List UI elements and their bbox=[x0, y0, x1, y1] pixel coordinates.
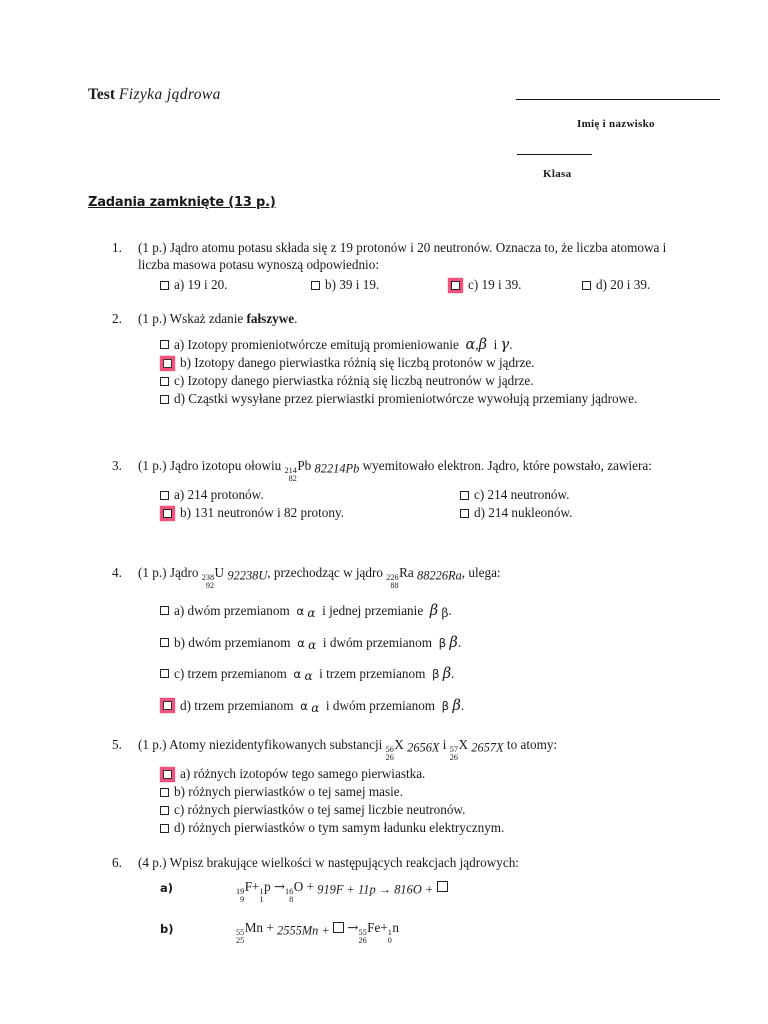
nuclide-symbol: Ra bbox=[399, 565, 414, 580]
checkbox-icon-highlighted[interactable] bbox=[163, 359, 172, 368]
question-4 bbox=[112, 565, 672, 717]
nuclide-math-inline-x56: 2656X bbox=[407, 740, 440, 755]
option-4d-text1: trzem przemianom bbox=[194, 697, 294, 713]
gamma-symbol: γ bbox=[500, 336, 510, 353]
nuclide-atomic-number: 26 bbox=[449, 752, 458, 762]
question-4-text-mid: , przechodząc w jądro bbox=[267, 565, 383, 580]
beta-symbol-math: β bbox=[452, 697, 461, 714]
option-1d-letter: d) bbox=[596, 276, 607, 292]
nuclide-atomic-number: 8 bbox=[289, 894, 294, 904]
class-field-rule[interactable] bbox=[517, 154, 592, 155]
option-5d[interactable] bbox=[138, 820, 672, 837]
question-1-options bbox=[138, 277, 672, 294]
question-6-number: 6. bbox=[112, 855, 122, 870]
option-5a-letter: a) bbox=[180, 766, 191, 782]
nuclide-x-56 bbox=[386, 737, 404, 762]
option-5b[interactable] bbox=[138, 784, 672, 801]
beta-symbol-plain: β bbox=[431, 667, 440, 682]
option-3d[interactable] bbox=[460, 505, 672, 522]
reaction-a-equation[interactable] bbox=[236, 879, 672, 904]
nuclide-atomic-number: 26 bbox=[358, 936, 367, 946]
option-3d-text: 214 nukleonów. bbox=[488, 505, 573, 521]
option-4b-letter: b) bbox=[174, 634, 185, 650]
beta-symbol: β bbox=[478, 336, 487, 353]
option-2d-letter: d) bbox=[174, 391, 185, 407]
nuclide-mass-number: 55 bbox=[358, 927, 367, 937]
nuclide-mass-number: 16 bbox=[285, 886, 294, 896]
option-2b-letter: b) bbox=[180, 355, 191, 371]
checkbox-icon[interactable] bbox=[160, 824, 169, 833]
nuclide-atomic-number: 9 bbox=[240, 894, 245, 904]
question-4-stem bbox=[138, 565, 672, 590]
reaction-a-math-inline: 919F + 11p → 816O + bbox=[317, 882, 434, 897]
option-2a-text: Izotopy promieniotwórcze emitują promieniowanie bbox=[187, 336, 459, 352]
option-1b[interactable] bbox=[311, 277, 448, 294]
option-1b-letter: b) bbox=[325, 276, 336, 292]
alpha-symbol-math: α bbox=[307, 606, 316, 621]
option-2d-text: Cząstki wysyłane przez pierwiastki promieniotwórcze wywołują przemiany jądrowe. bbox=[188, 391, 638, 407]
option-1a[interactable] bbox=[160, 277, 311, 294]
option-5c-text: różnych pierwiastków o tej samej liczbie neutronów. bbox=[187, 802, 466, 818]
question-5-text-post: to atomy: bbox=[506, 737, 558, 752]
option-5b-text: różnych pierwiastków o tej samej masie. bbox=[188, 784, 403, 800]
option-1c[interactable] bbox=[448, 277, 582, 294]
reaction-a-answer-box[interactable] bbox=[437, 881, 448, 892]
reaction-b-arrow-icon: → bbox=[347, 921, 359, 937]
question-2-number: 2. bbox=[112, 311, 122, 326]
checkbox-icon[interactable] bbox=[160, 281, 169, 290]
checkbox-icon[interactable] bbox=[460, 509, 469, 518]
option-2b-text: Izotopy danego pierwiastka różnią się liczbą protonów w jądrze. bbox=[194, 355, 535, 371]
nuclide-atomic-number: 25 bbox=[236, 936, 245, 946]
nuclide-mass-number: 238 bbox=[201, 572, 215, 582]
nuclide-symbol: n bbox=[392, 920, 399, 936]
reaction-b-math-inline: 2555Mn + bbox=[277, 923, 330, 938]
question-4-text-post: , ulega: bbox=[461, 565, 501, 580]
option-5d-text: różnych pierwiastków o tym samym ładunku elektrycznym. bbox=[188, 820, 505, 835]
nuclide-atomic-number: 82 bbox=[288, 473, 297, 483]
option-4c[interactable] bbox=[138, 665, 672, 685]
option-4c-period: . bbox=[451, 666, 455, 682]
question-5 bbox=[112, 737, 672, 838]
question-2-stem bbox=[138, 311, 672, 328]
option-4c-letter: c) bbox=[174, 666, 185, 682]
checkbox-icon[interactable] bbox=[582, 281, 591, 290]
option-5d-letter: d) bbox=[174, 820, 185, 835]
alpha-symbol-plain: α bbox=[300, 698, 308, 713]
beta-symbol-plain: β bbox=[438, 635, 447, 650]
nuclide-symbol: p bbox=[264, 878, 271, 894]
option-2c[interactable] bbox=[138, 373, 672, 390]
nuclide-math-inline-ra: 88226Ra bbox=[417, 568, 462, 583]
alpha-symbol-math: α bbox=[311, 701, 320, 716]
nuclide-manganese-55 bbox=[236, 920, 263, 945]
section-heading: Zadania zamknięte (13 p.) bbox=[88, 195, 276, 210]
question-6-stem bbox=[138, 855, 672, 872]
option-4a-text1: dwóm przemianom bbox=[187, 603, 290, 619]
question-3-points: (1 p.) bbox=[138, 458, 167, 473]
option-2a-letter: a) bbox=[174, 336, 185, 352]
nuclide-symbol: Mn bbox=[244, 920, 264, 936]
question-2-text-post: . bbox=[294, 311, 298, 326]
reaction-b-plus-1: + bbox=[266, 920, 274, 936]
reaction-b-plus-2: + bbox=[380, 920, 388, 936]
nuclide-symbol: Fe bbox=[367, 920, 381, 936]
option-3a-text: 214 protonów. bbox=[187, 487, 264, 503]
beta-symbol-math: β bbox=[442, 666, 452, 683]
option-3a-letter: a) bbox=[174, 487, 185, 503]
alpha-symbol-plain: α bbox=[296, 604, 305, 619]
nuclide-atomic-number: 1 bbox=[259, 894, 264, 904]
nuclide-mass-number: 1 bbox=[259, 886, 264, 896]
checkbox-icon[interactable] bbox=[460, 491, 469, 500]
option-1a-text: 19 i 20. bbox=[187, 276, 228, 292]
reaction-b-answer-box[interactable] bbox=[333, 922, 344, 933]
question-1-number: 1. bbox=[112, 240, 122, 255]
question-3-text-pre: Jądro izotopu ołowiu bbox=[169, 458, 282, 473]
question-5-text-pre: Atomy niezidentyfikowanych substancji bbox=[169, 737, 383, 752]
checkbox-icon-highlighted[interactable] bbox=[163, 509, 172, 518]
checkbox-icon[interactable] bbox=[160, 377, 169, 386]
option-3b-text: 131 neutronów i 82 protony. bbox=[194, 505, 344, 521]
question-1 bbox=[112, 240, 672, 294]
nuclide-uranium-238 bbox=[202, 565, 224, 590]
nuclide-math-inline-x57: 2657X bbox=[471, 740, 504, 755]
name-field-rule[interactable] bbox=[516, 99, 720, 100]
checkbox-icon[interactable] bbox=[160, 638, 169, 647]
option-1a-letter: a) bbox=[174, 276, 185, 292]
question-4-options bbox=[138, 602, 672, 716]
name-field-label: Imię i nazwisko bbox=[577, 118, 655, 130]
option-1d-text: 20 i 39. bbox=[610, 276, 651, 292]
nuclide-math-inline: 82214Pb bbox=[314, 461, 360, 476]
question-5-options bbox=[138, 766, 672, 837]
reaction-a-plus-1: + bbox=[252, 878, 260, 894]
option-1d[interactable] bbox=[582, 277, 672, 294]
checkbox-icon-highlighted[interactable] bbox=[163, 701, 172, 710]
checkbox-icon[interactable] bbox=[160, 669, 169, 678]
class-field-label: Klasa bbox=[543, 168, 572, 180]
alpha-symbol-math: α bbox=[308, 638, 317, 652]
question-5-points: (1 p.) bbox=[138, 737, 167, 752]
reaction-b-label: b) bbox=[160, 922, 174, 937]
option-1c-text: 19 i 39. bbox=[481, 276, 522, 292]
option-5a[interactable] bbox=[138, 766, 672, 783]
nuclide-oxygen-16 bbox=[285, 879, 303, 904]
nuclide-atomic-number: 0 bbox=[387, 936, 392, 946]
checkbox-icon[interactable] bbox=[160, 606, 169, 615]
question-2-text-pre: Wskaż zdanie bbox=[169, 311, 247, 326]
option-5c[interactable] bbox=[138, 802, 672, 819]
beta-symbol-plain: β bbox=[441, 698, 450, 713]
beta-symbol-math: β bbox=[449, 634, 458, 651]
question-6-points: (4 p.) bbox=[138, 855, 167, 870]
option-4a-text2: i jednej przemianie bbox=[322, 603, 424, 619]
nuclide-mass-number: 226 bbox=[386, 572, 399, 582]
nuclide-math-inline-u: 92238U bbox=[227, 568, 268, 583]
option-4b-text2: i dwóm przemianom bbox=[322, 634, 432, 650]
reaction-a-arrow-icon: → bbox=[273, 879, 286, 895]
nuclide-lead-214 bbox=[285, 458, 312, 483]
question-2-points: (1 p.) bbox=[138, 311, 167, 326]
symbol-comma: , bbox=[475, 336, 479, 352]
reaction-row-b bbox=[138, 920, 672, 945]
question-5-stem bbox=[138, 737, 672, 762]
question-2-text-bold: fałszywe bbox=[246, 311, 295, 326]
option-3d-letter: d) bbox=[474, 505, 485, 521]
alpha-symbol-plain: α bbox=[297, 635, 305, 650]
option-2b[interactable] bbox=[138, 355, 672, 372]
conjunction-i: i bbox=[493, 336, 498, 352]
question-5-number: 5. bbox=[112, 737, 122, 752]
nuclide-mass-number: 56 bbox=[385, 744, 394, 754]
option-4c-text2: i trzem przemianom bbox=[319, 666, 426, 682]
option-4c-text1: trzem przemianom bbox=[187, 666, 287, 682]
question-3-text-post: wyemitowało elektron. Jądro, które powstało, zawiera: bbox=[362, 458, 652, 473]
nuclide-fluorine-19 bbox=[236, 879, 252, 904]
option-4a-period: . bbox=[448, 603, 452, 619]
nuclide-mass-number: 214 bbox=[284, 465, 297, 475]
question-4-points: (1 p.) bbox=[138, 565, 167, 580]
option-4d-text2: i dwóm przemianom bbox=[325, 697, 436, 713]
nuclide-symbol: U bbox=[214, 565, 225, 580]
question-1-points: (1 p.) bbox=[138, 240, 167, 255]
option-2a[interactable] bbox=[138, 336, 672, 355]
question-6 bbox=[112, 855, 672, 946]
question-3-options bbox=[138, 487, 672, 522]
option-4b-period: . bbox=[457, 634, 462, 650]
symbol-period: . bbox=[509, 336, 513, 352]
option-3b-letter: b) bbox=[180, 505, 191, 521]
question-4-text-pre: Jądro bbox=[169, 565, 199, 580]
checkbox-icon-highlighted[interactable] bbox=[451, 281, 460, 290]
option-3a[interactable] bbox=[160, 487, 460, 504]
checkbox-icon-highlighted[interactable] bbox=[163, 770, 172, 779]
nuclide-mass-number: 19 bbox=[236, 886, 245, 896]
checkbox-icon[interactable] bbox=[311, 281, 320, 290]
option-3c-text: 214 neutronów. bbox=[487, 487, 570, 503]
checkbox-icon[interactable] bbox=[160, 491, 169, 500]
page-title bbox=[88, 86, 221, 104]
beta-symbol-math: β bbox=[429, 603, 439, 620]
question-4-number: 4. bbox=[112, 565, 122, 580]
nuclide-atomic-number: 26 bbox=[385, 752, 394, 762]
question-3 bbox=[112, 458, 672, 523]
nuclide-mass-number: 55 bbox=[236, 927, 245, 937]
alpha-symbol: α bbox=[465, 336, 476, 353]
option-5a-text: różnych izotopów tego samego pierwiastka. bbox=[193, 766, 426, 782]
nuclide-symbol: O bbox=[293, 878, 304, 894]
checkbox-icon[interactable] bbox=[160, 340, 169, 349]
checkbox-icon[interactable] bbox=[160, 788, 169, 797]
nuclide-symbol: Pb bbox=[297, 458, 312, 473]
option-2c-letter: c) bbox=[174, 373, 185, 389]
nuclide-x-57 bbox=[450, 737, 468, 762]
nuclide-mass-number: 57 bbox=[449, 744, 458, 754]
title-test-word: Test bbox=[88, 86, 115, 103]
option-3b[interactable] bbox=[160, 505, 460, 522]
title-subject: Fizyka jądrowa bbox=[118, 86, 221, 103]
option-4b[interactable] bbox=[138, 634, 672, 654]
question-5-text-mid: i bbox=[442, 737, 447, 752]
question-2 bbox=[112, 311, 672, 409]
nuclide-proton bbox=[259, 879, 270, 904]
option-4d-letter: d) bbox=[180, 697, 191, 713]
question-3-stem bbox=[138, 458, 672, 483]
option-2d[interactable] bbox=[138, 391, 672, 408]
option-5c-letter: c) bbox=[174, 802, 185, 818]
reaction-b-equation[interactable] bbox=[236, 920, 672, 945]
option-3c[interactable] bbox=[460, 487, 672, 504]
reaction-a-label: a) bbox=[160, 880, 174, 895]
option-4b-text1: dwóm przemianom bbox=[188, 634, 291, 650]
question-1-stem bbox=[138, 240, 672, 274]
option-3c-letter: c) bbox=[474, 487, 485, 503]
option-4d[interactable] bbox=[138, 697, 672, 717]
option-1c-letter: c) bbox=[468, 276, 479, 292]
beta-symbol-plain: β bbox=[441, 606, 449, 621]
option-1b-text: 39 i 19. bbox=[339, 276, 380, 292]
question-1-text: Jądro atomu potasu składa się z 19 protonów i 20 neutronów. Oznacza to, że liczba atomowa i liczba masowa potasu wynoszą odpowiednio: bbox=[138, 240, 667, 272]
checkbox-icon[interactable] bbox=[160, 395, 169, 404]
nuclide-symbol: X bbox=[458, 737, 468, 752]
nuclide-symbol: X bbox=[394, 737, 404, 752]
option-4d-period: . bbox=[460, 697, 465, 713]
reaction-row-a bbox=[138, 879, 672, 904]
nuclide-atomic-number: 92 bbox=[205, 580, 215, 590]
nuclide-symbol: F bbox=[244, 878, 253, 894]
question-6-text: Wpisz brakujące wielkości w następujących reakcjach jądrowych: bbox=[169, 855, 519, 870]
option-2c-text: Izotopy danego pierwiastka różnią się liczbą neutronów w jądrze. bbox=[187, 373, 534, 389]
alpha-symbol-plain: α bbox=[293, 667, 302, 682]
question-2-options bbox=[138, 336, 672, 408]
reaction-a-plus-2: + bbox=[306, 878, 314, 894]
question-3-number: 3. bbox=[112, 458, 122, 473]
nuclide-neutron bbox=[388, 920, 399, 945]
option-4a-letter: a) bbox=[174, 603, 185, 619]
alpha-symbol-math: α bbox=[304, 669, 313, 684]
nuclide-radium-226 bbox=[386, 565, 413, 590]
option-4a[interactable] bbox=[138, 602, 672, 622]
nuclide-mass-number: 1 bbox=[387, 927, 392, 937]
checkbox-icon[interactable] bbox=[160, 806, 169, 815]
option-5b-letter: b) bbox=[174, 784, 185, 800]
nuclide-atomic-number: 88 bbox=[390, 580, 399, 590]
nuclide-iron-55 bbox=[358, 920, 380, 945]
